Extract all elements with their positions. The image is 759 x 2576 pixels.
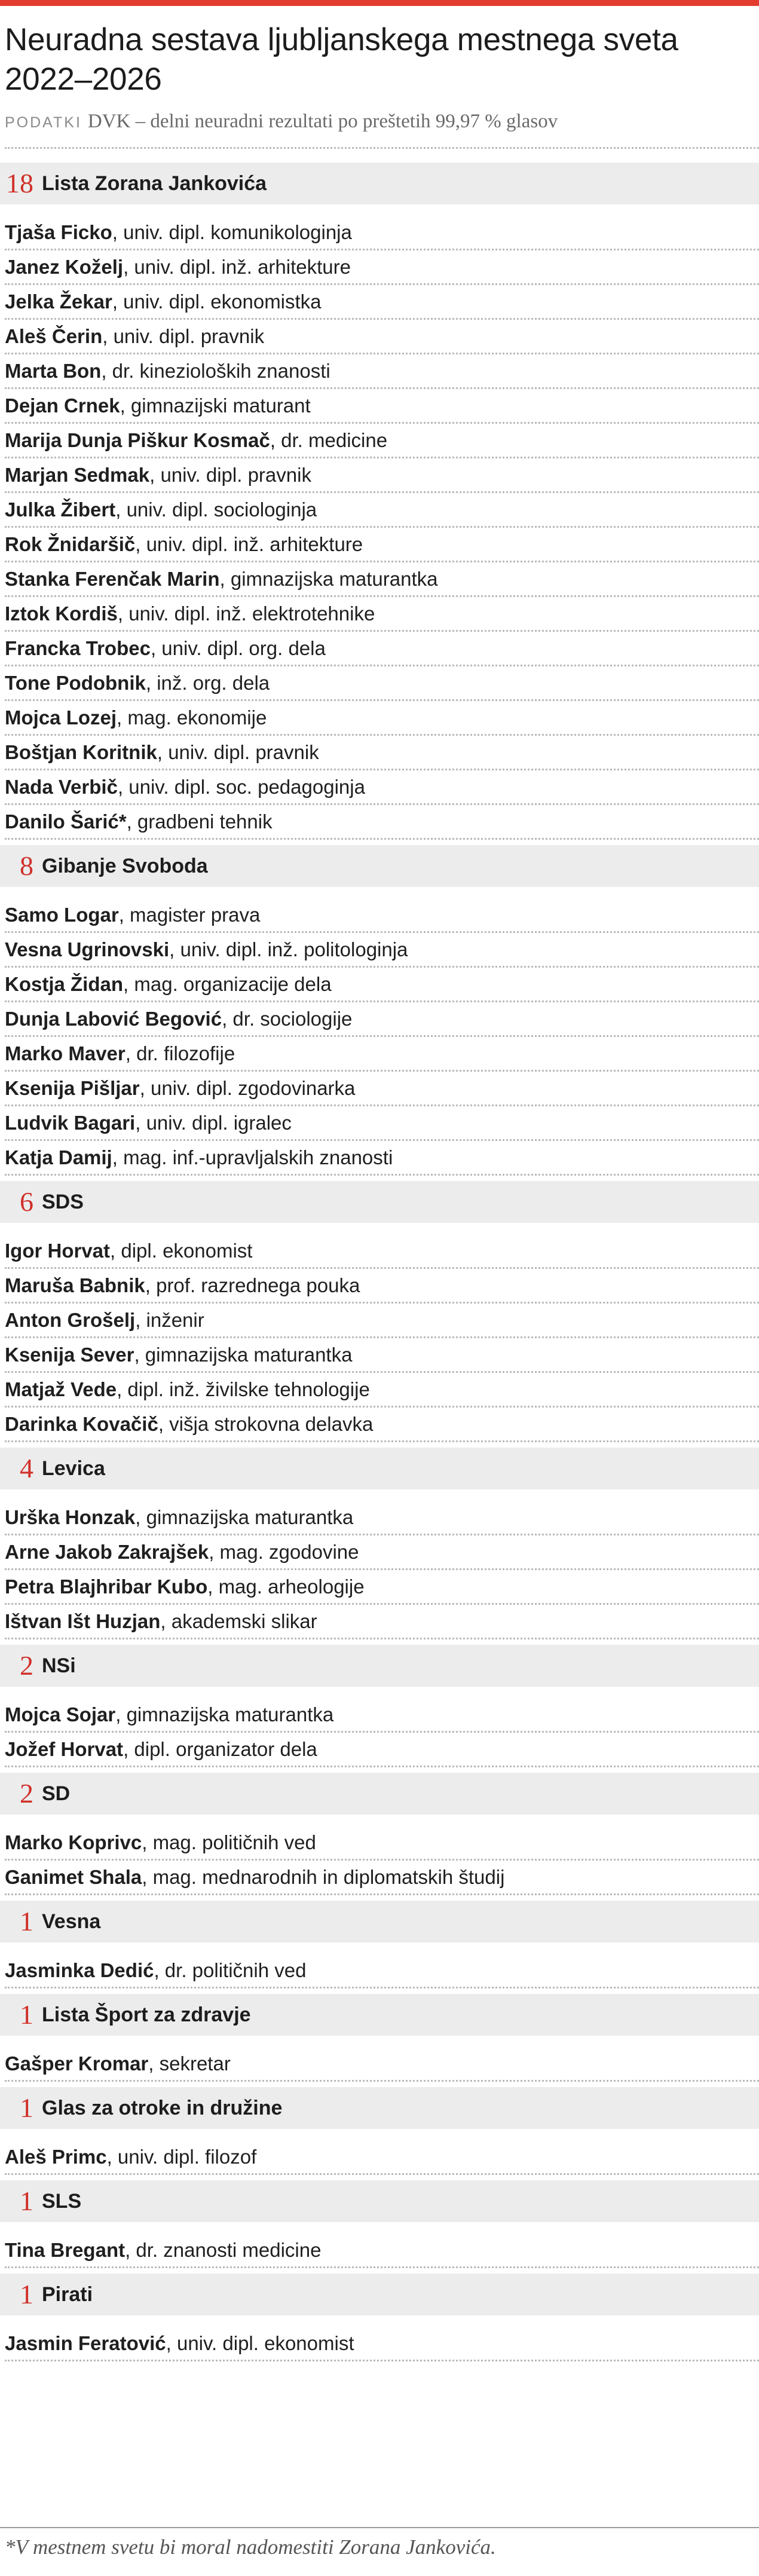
divider: [5, 147, 759, 149]
member-name: Jožef Horvat: [5, 1738, 124, 1760]
member-row: [5, 700, 754, 735]
member-name: Dejan Crnek: [5, 394, 120, 417]
member-description: , inženir: [135, 1309, 204, 1331]
member-row: [5, 735, 754, 770]
member-description: , univ. dipl. pravnik: [157, 741, 319, 763]
row-divider: [5, 2080, 759, 2082]
member-description: , mag. političnih ved: [142, 1831, 316, 1853]
party-name: Gibanje Svoboda: [42, 854, 208, 877]
member-name: Nada Verbič: [5, 776, 118, 798]
accent-bar: [0, 0, 759, 6]
party-seats: 6: [20, 1186, 33, 1217]
member-name: Mojca Lozej: [5, 706, 117, 729]
member-name: Ksenija Pišljar: [5, 1077, 140, 1099]
source-line: [5, 106, 752, 136]
member-description: , gradbeni tehnik: [126, 810, 273, 833]
member-row: [5, 1535, 754, 1570]
member-row: [5, 770, 754, 804]
footnote: *V mestnem svetu bi moral nadomestiti Zorana Jankovića.: [5, 2535, 496, 2559]
party-seats: 2: [20, 1650, 33, 1681]
party-seats: 1: [20, 2092, 33, 2123]
member-row: [5, 215, 754, 250]
member-description: , mag. zgodovine: [209, 1541, 359, 1563]
source-text: DVK – delni neuradni rezultati po preštetih 99,97 % glasov: [87, 111, 558, 132]
member-name: Arne Jakob Zakrajšek: [5, 1541, 209, 1563]
member-description: , dipl. organizator dela: [123, 1738, 317, 1760]
row-divider: [5, 1440, 759, 1442]
member-description: , mag. arheologije: [207, 1575, 365, 1598]
member-row: [5, 2140, 754, 2174]
member-row: [5, 1234, 754, 1268]
member-row: [5, 804, 754, 839]
member-row: [5, 1732, 754, 1767]
member-description: , dipl. inž. živilske tehnologije: [117, 1378, 370, 1400]
member-description: , gimnazijski maturant: [120, 394, 311, 417]
member-name: Maruša Babnik: [5, 1274, 145, 1296]
party-name: SD: [42, 1782, 71, 1805]
member-name: Vesna Ugrinovski: [5, 938, 170, 960]
member-row: [5, 1407, 754, 1442]
member-description: , univ. dipl. sociologinja: [115, 498, 317, 521]
member-description: , univ. dipl. soc. pedagoginja: [117, 776, 365, 798]
member-description: , mag. inf.-upravljalskih znanosti: [112, 1146, 393, 1168]
member-description: , univ. dipl. org. dela: [150, 637, 326, 659]
member-row: [5, 388, 754, 423]
party-header: [0, 2180, 759, 2222]
row-divider: [5, 1638, 759, 1639]
member-name: Tina Bregant: [5, 2239, 126, 2261]
member-name: Ksenija Sever: [5, 1344, 134, 1366]
party-header: [0, 2274, 759, 2315]
member-description: , univ. dipl. inž. politologinja: [169, 938, 408, 960]
member-row: [5, 492, 754, 527]
member-row: [5, 1825, 754, 1860]
member-description: , gimnazijska maturantka: [115, 1703, 334, 1726]
member-name: Marko Maver: [5, 1042, 126, 1064]
member-description: , mag. ekonomije: [117, 706, 267, 729]
member-description: , univ. dipl. igralec: [135, 1112, 292, 1134]
member-name: Darinka Kovačič: [5, 1413, 158, 1435]
member-description: , univ. dipl. ekonomist: [166, 2332, 354, 2354]
member-name: Stanka Ferenčak Marin: [5, 568, 220, 590]
member-row: [5, 898, 754, 932]
member-description: , gimnazijska maturantka: [219, 568, 438, 590]
member-name: Ludvik Bagari: [5, 1112, 136, 1134]
member-description: , višja strokovna delavka: [158, 1413, 374, 1435]
member-row: [5, 1140, 754, 1175]
member-description: , prof. razrednega pouka: [145, 1274, 360, 1296]
member-row: [5, 562, 754, 596]
member-name: Ganimet Shala: [5, 1866, 142, 1888]
party-name: SDS: [42, 1190, 84, 1213]
party-name: Lista Zorana Jankovića: [42, 172, 267, 195]
member-row: [5, 458, 754, 492]
member-row: [5, 967, 754, 1002]
member-description: , dr. znanosti medicine: [125, 2239, 322, 2261]
row-divider: [5, 1893, 759, 1895]
member-name: Jasminka Dedić: [5, 1959, 154, 1981]
row-divider: [5, 838, 759, 840]
member-name: Urška Honzak: [5, 1506, 136, 1528]
member-name: Tone Podobnik: [5, 672, 146, 694]
row-divider: [5, 2173, 759, 2175]
member-description: , dr. sociologije: [222, 1008, 353, 1030]
member-row: [5, 1071, 754, 1106]
party-header: [0, 1448, 759, 1489]
member-name: Julka Žibert: [5, 498, 116, 521]
member-row: [5, 2233, 754, 2268]
member-description: , akademski slikar: [160, 1610, 317, 1632]
member-name: Jasmin Feratović: [5, 2332, 166, 2354]
party-name: Levica: [42, 1457, 105, 1480]
member-description: , univ. dipl. komunikologinja: [112, 221, 352, 243]
member-name: Marko Koprivc: [5, 1831, 142, 1853]
member-name: Dunja Labović Begović: [5, 1008, 222, 1030]
member-name: Kostja Židan: [5, 973, 124, 995]
party-header: [0, 1181, 759, 1223]
member-description: , dipl. ekonomist: [110, 1240, 253, 1262]
member-row: [5, 1372, 754, 1407]
party-seats: 1: [20, 2279, 33, 2309]
member-name: Mojca Sojar: [5, 1703, 116, 1726]
member-description: , univ. dipl. ekonomistka: [112, 290, 322, 313]
member-description: , univ. dipl. filozof: [106, 2146, 257, 2168]
party-header: [0, 1994, 759, 2036]
member-description: , gimnazijska maturantka: [135, 1506, 354, 1528]
member-row: [5, 1570, 754, 1604]
member-description: , univ. dipl. inž. arhitekture: [123, 256, 351, 278]
party-seats: 4: [20, 1453, 33, 1483]
party-seats: 2: [20, 1778, 33, 1809]
member-description: , inž. org. dela: [145, 672, 270, 694]
member-name: Samo Logar: [5, 904, 119, 926]
party-name: Glas za otroke in družine: [42, 2096, 283, 2119]
party-seats: 1: [20, 1906, 33, 1936]
member-row: [5, 1860, 754, 1895]
member-name: Marjan Sedmak: [5, 464, 150, 486]
member-row: [5, 2046, 754, 2081]
member-row: [5, 319, 754, 354]
member-row: [5, 666, 754, 700]
party-header: [0, 1645, 759, 1687]
member-row: [5, 631, 754, 666]
member-row: [5, 1036, 754, 1071]
member-description: , magister prava: [118, 904, 261, 926]
member-description: , univ. dipl. inž. arhitekture: [135, 533, 363, 555]
member-description: , gimnazijska maturantka: [134, 1344, 353, 1366]
member-name: Jelka Žekar: [5, 290, 112, 313]
party-name: NSi: [42, 1654, 76, 1677]
row-divider: [5, 1987, 759, 1988]
member-name: Aleš Čerin: [5, 325, 103, 347]
member-row: [5, 1268, 754, 1303]
member-name: Igor Horvat: [5, 1240, 111, 1262]
party-name: SLS: [42, 2189, 82, 2213]
member-row: [5, 527, 754, 562]
party-header: [0, 2087, 759, 2129]
member-description: , univ. dipl. pravnik: [102, 325, 265, 347]
member-name: Francka Trobec: [5, 637, 151, 659]
member-row: [5, 2326, 754, 2361]
member-description: , mag. organizacije dela: [123, 973, 332, 995]
member-description: , univ. dipl. pravnik: [149, 464, 311, 486]
party-header: [0, 1901, 759, 1942]
member-row: [5, 1303, 754, 1338]
member-row: [5, 354, 754, 388]
member-name: Janez Koželj: [5, 256, 124, 278]
row-divider: [5, 2266, 759, 2268]
party-seats: 18: [6, 168, 33, 198]
member-description: , dr. filozofije: [125, 1042, 235, 1064]
party-header: [0, 1773, 759, 1815]
member-name: Boštjan Koritnik: [5, 741, 157, 763]
party-name: Lista Šport za zdravje: [42, 2003, 251, 2026]
member-row: [5, 596, 754, 631]
member-row: [5, 1338, 754, 1372]
member-description: , univ. dipl. inž. elektrotehnike: [117, 602, 375, 625]
member-row: [5, 932, 754, 967]
member-name: Petra Blajhribar Kubo: [5, 1575, 208, 1598]
footer-divider: [0, 2527, 759, 2528]
member-row: [5, 1500, 754, 1535]
member-name: Marija Dunja Piškur Kosmač: [5, 429, 270, 451]
party-name: Vesna: [42, 1910, 101, 1933]
source-label: PODATKI: [5, 114, 82, 131]
member-name: Anton Grošelj: [5, 1309, 136, 1331]
member-name: Marta Bon: [5, 360, 102, 382]
member-description: , mag. mednarodnih in diplomatskih študij: [142, 1866, 505, 1888]
row-divider: [5, 1766, 759, 1767]
party-seats: 8: [20, 850, 33, 881]
row-divider: [5, 2360, 759, 2361]
member-row: [5, 284, 754, 319]
member-name: Aleš Primc: [5, 2146, 107, 2168]
member-name: Gašper Kromar: [5, 2052, 149, 2075]
party-header: [0, 163, 759, 204]
party-seats: 1: [20, 2186, 33, 2216]
party-header: [0, 845, 759, 887]
member-name: Matjaž Vede: [5, 1378, 117, 1400]
party-name: Pirati: [42, 2283, 93, 2306]
member-description: , dr. medicine: [270, 429, 388, 451]
member-row: [5, 1002, 754, 1036]
member-name: Katja Damij: [5, 1146, 112, 1168]
member-description: , sekretar: [148, 2052, 231, 2075]
member-row: [5, 1106, 754, 1140]
member-name: Danilo Šarić*: [5, 810, 127, 833]
member-name: Rok Žnidaršič: [5, 533, 136, 555]
party-seats: 1: [20, 1999, 33, 2030]
member-name: Tjaša Ficko: [5, 221, 112, 243]
member-name: Iztok Kordiš: [5, 602, 118, 625]
member-row: [5, 1953, 754, 1988]
row-divider: [5, 1174, 759, 1176]
member-row: [5, 1604, 754, 1639]
member-description: , univ. dipl. zgodovinarka: [139, 1077, 356, 1099]
member-name: Ištvan Išt Huzjan: [5, 1610, 161, 1632]
member-row: [5, 423, 754, 458]
page-title: Neuradna sestava ljubljanskega mestnega sveta 2022–2026: [5, 22, 678, 97]
member-description: , dr. kinezioloških znanosti: [101, 360, 330, 382]
member-description: , dr. političnih ved: [154, 1959, 307, 1981]
member-row: [5, 250, 754, 284]
member-row: [5, 1697, 754, 1732]
